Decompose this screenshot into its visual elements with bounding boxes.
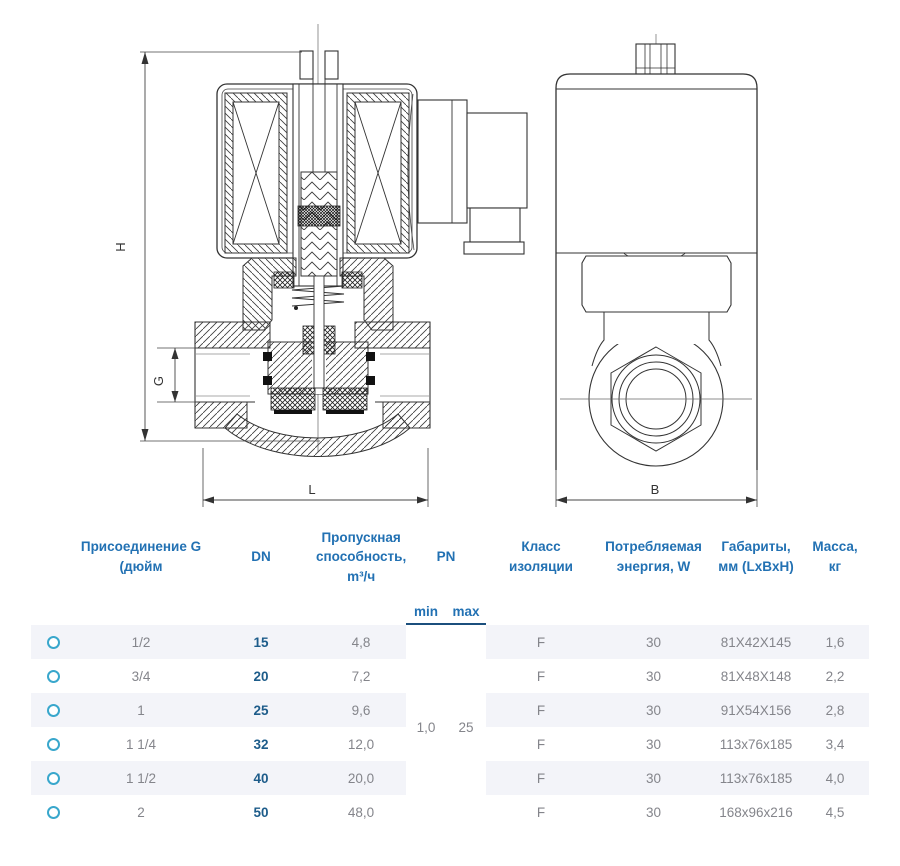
cell-pn-min-spacer [406,693,446,727]
cell-pn-max-spacer [446,659,486,693]
row-marker-cell [31,761,76,795]
cell-connection: 1 [76,693,206,727]
cell-insulation: F [536,804,546,820]
cell-insulation: F [536,668,546,684]
table-row [31,659,869,693]
table-row [31,693,869,727]
cell-connection: 1/2 [76,625,206,659]
pn-max-value: 25 [458,719,474,735]
cell-mass: 4,0 [801,761,869,795]
row-marker-icon[interactable] [47,806,60,819]
cell-insulation: F [536,736,546,752]
cell-connection: 2 [137,804,145,820]
cell-flow: 48,0 [347,804,375,820]
header-pn-min: min [406,604,446,625]
cell-power: 30 [645,804,662,820]
spec-table-body [31,625,869,829]
row-marker-cell [31,795,76,829]
dimension-label-g: G [151,375,166,387]
row-marker-icon[interactable] [47,636,60,649]
cell-dimensions: 81X48X148 [720,668,792,684]
cell-power: 30 [596,693,711,727]
cell-pn-max-spacer [446,693,486,727]
row-marker-icon[interactable] [47,704,60,717]
cell-dn: 40 [206,761,316,795]
cell-mass: 2,8 [801,693,869,727]
spec-table [31,515,869,829]
cell-insulation: F [486,693,596,727]
header-insulation: Класс изоляции [509,539,573,574]
cell-dimensions: 113x76x185 [711,761,801,795]
header-dn: DN [251,549,271,565]
cell-pn-max-spacer [446,795,486,829]
pn-subheader [31,599,869,625]
cell-pn-max-spacer [446,727,486,761]
cell-pn-min-spacer [406,795,446,829]
table-row [31,795,869,829]
cell-mass: 4,5 [825,804,845,820]
cell-pn-min-spacer [406,727,446,761]
cell-power: 30 [645,736,662,752]
dimension-label-b: B [650,482,660,497]
cell-flow: 7,2 [351,668,371,684]
cell-dn: 15 [206,625,316,659]
row-marker-cell [31,659,76,693]
pn-min-value: 1,0 [416,719,436,735]
left-view-cross-section [113,24,527,507]
header-mass: Масса, кг [812,539,858,574]
table-row [31,761,869,795]
header-dimensions: Габариты, мм (LxBxH) [718,539,794,574]
row-marker-icon[interactable] [47,670,60,683]
cell-flow: 9,6 [316,693,406,727]
header-power: Потребляемая энергия, W [605,539,702,574]
row-marker-icon[interactable] [47,738,60,751]
row-marker-cell [31,727,76,761]
cell-pn-min-spacer [406,659,446,693]
header-connection: Присоединение G (дюйм [80,539,202,574]
cell-mass: 3,4 [825,736,845,752]
cell-connection: 1 1/2 [76,761,206,795]
row-marker-icon[interactable] [47,772,60,785]
right-view-side [556,34,757,507]
row-marker-cell [31,693,76,727]
cell-dimensions: 91X54X156 [711,693,801,727]
cell-dimensions: 168x96x216 [719,804,793,820]
cell-connection: 3/4 [131,668,151,684]
cell-flow: 4,8 [316,625,406,659]
header-pn-max: max [446,604,486,625]
cell-power: 30 [596,761,711,795]
table-row [31,625,869,659]
cell-dn: 25 [206,693,316,727]
cell-power: 30 [596,625,711,659]
cell-pn-max-spacer [446,625,486,659]
header-flow: Пропускная способность, m³/ч [316,529,407,584]
dimension-label-l: L [308,482,316,497]
cell-mass: 2,2 [825,668,845,684]
cell-dimensions: 81X42X145 [711,625,801,659]
cell-dn: 50 [253,804,269,820]
spec-table-header [31,515,869,599]
row-marker-cell [31,625,76,659]
cell-dn: 32 [253,736,269,752]
cell-flow: 20,0 [316,761,406,795]
dimension-g [157,348,197,402]
header-pn: PN [436,549,456,565]
cell-dimensions: 113x76x185 [719,736,793,752]
cell-pn-max-spacer [446,761,486,795]
cell-mass: 1,6 [801,625,869,659]
cell-insulation: F [486,625,596,659]
cell-insulation: F [486,761,596,795]
cell-flow: 12,0 [347,736,375,752]
dimension-label-h: H [113,242,128,252]
cell-connection: 1 1/4 [125,736,157,752]
cell-pn-min-spacer [406,761,446,795]
table-row [31,727,869,761]
cell-pn-min-spacer [406,625,446,659]
cell-dn: 20 [253,668,269,684]
cell-power: 30 [645,668,662,684]
